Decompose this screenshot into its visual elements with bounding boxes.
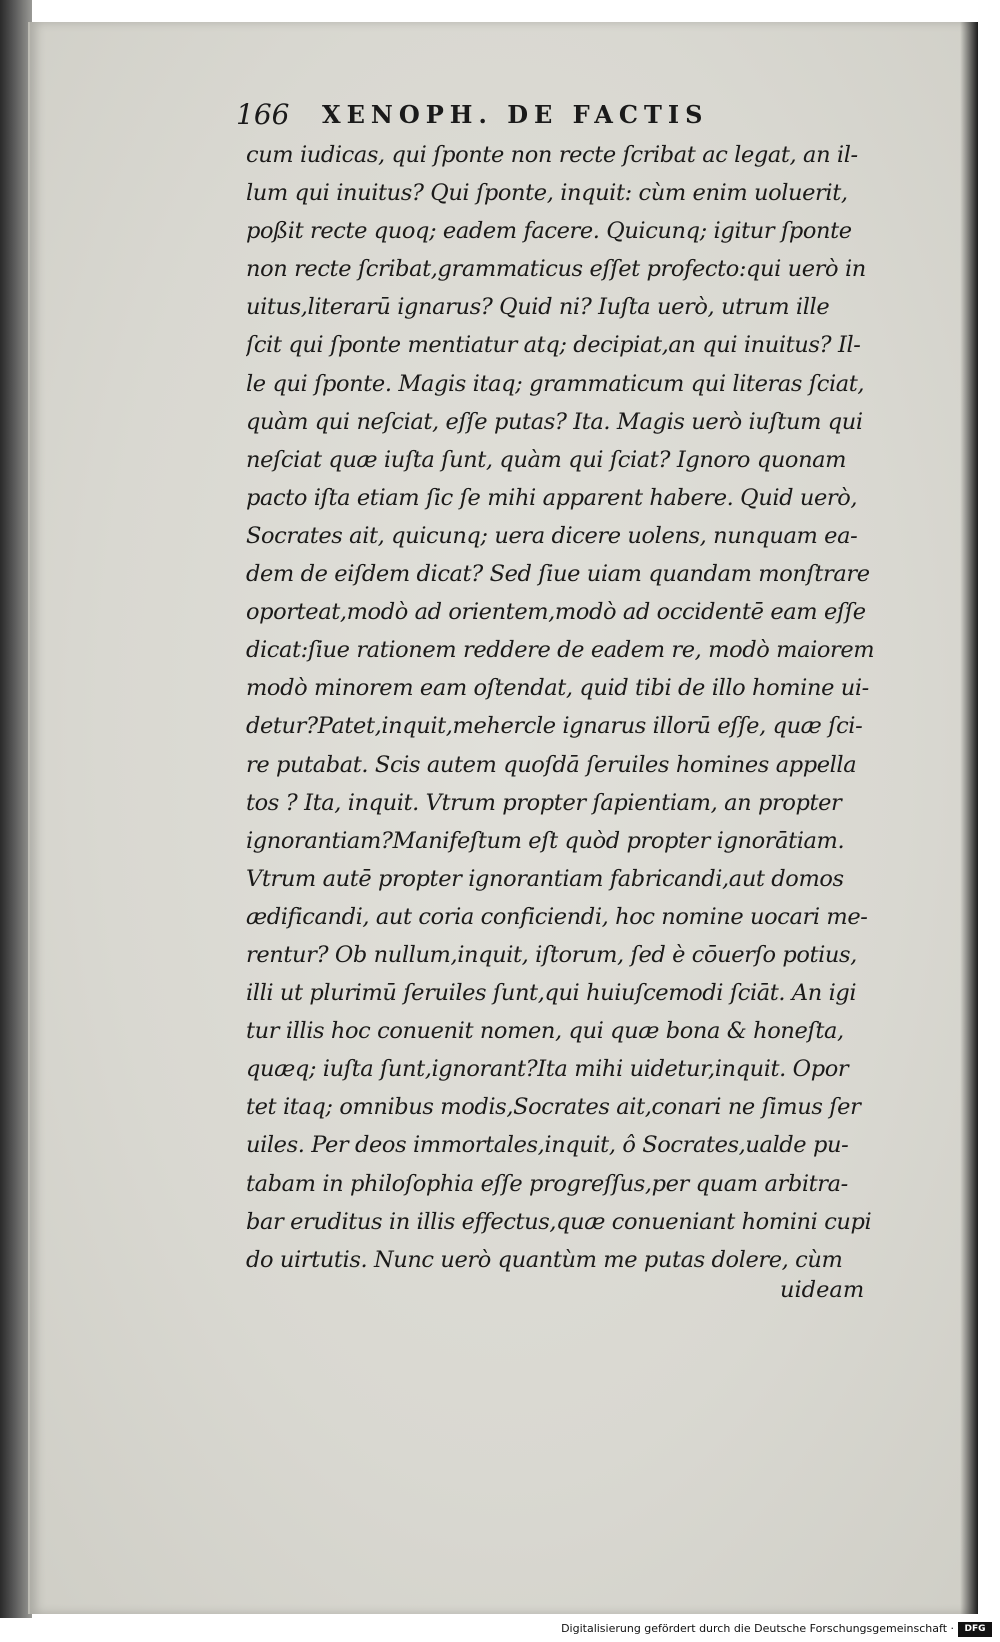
body-text xyxy=(246,136,896,1279)
text-line: tos ? Ita, inquit. Vtrum propter ſapientiam, an propter xyxy=(246,789,842,816)
text-line: tur illis hoc conuenit nomen, qui quæ bona & honeſta, xyxy=(246,1018,844,1045)
page-right-shadow xyxy=(960,22,978,1614)
text-line: ignorantiam?Manifeſtum eſt quòd propter ignorātiam. xyxy=(246,827,845,854)
text-line: rentur? Ob nullum,inquit, iſtorum, ſed è cōuerſo potius, xyxy=(246,941,857,968)
text-line: quàm qui neſciat, eſſe putas? Ita. Magis uerò iuſtum qui xyxy=(246,408,863,435)
text-line: re putabat. Scis autem quoſdā ſeruiles homines appella xyxy=(246,751,857,778)
text-line: Vtrum autē propter ignorantiam fabricandi,aut domos xyxy=(246,865,844,892)
text-line: bar eruditus in illis effectus,quæ conueniant homini cupi xyxy=(246,1208,872,1235)
text-line: ædificandi, aut coria conficiendi, hoc nomine uocari me- xyxy=(246,903,868,930)
text-line: tabam in philoſophia eſſe progreſſus,per quam arbitra- xyxy=(246,1170,848,1197)
text-line: quæq; iuſta ſunt,ignorant?Ita mihi uidetur,inquit. Opor xyxy=(246,1056,849,1083)
text-line: Socrates ait, quicunq; uera dicere uolens, nunquam ea- xyxy=(246,522,858,549)
text-line: pacto iſta etiam ſic ſe mihi apparent habere. Quid uerò, xyxy=(246,484,858,511)
text-line: dicat:ſiue rationem reddere de eadem re, modò maiorem xyxy=(246,637,875,664)
text-line: modò minorem eam oſtendat, quid tibi de illo homine ui- xyxy=(246,675,869,702)
dfg-logo: DFG xyxy=(958,1622,992,1637)
text-line: uitus,literarū ignarus? Quid ni? Iuſta uerò, utrum ille xyxy=(246,294,830,321)
text-line: do uirtutis. Nunc uerò quantùm me putas dolere, cùm xyxy=(246,1246,843,1273)
text-line: neſciat quæ iuſta ſunt, quàm qui ſciat? Ignoro quonam xyxy=(246,446,847,473)
page-number: 166 xyxy=(236,98,290,131)
text-line: oporteat,modò ad orientem,modò ad occidentē eam eſſe xyxy=(246,599,866,626)
text-line: ſcit qui ſponte mentiatur atq; decipiat,an qui inuitus? Il- xyxy=(246,332,861,359)
running-head: XENOPH. DE FACTIS xyxy=(322,100,709,129)
text-line: uiles. Per deos immortales,inquit, ô Socrates,ualde pu- xyxy=(246,1132,849,1159)
funding-credit: Digitalisierung gefördert durch die Deutsche Forschungsgemeinschaft · xyxy=(561,1622,954,1635)
text-line: cum iudicas, qui ſponte non recte ſcribat ac legat, an il- xyxy=(246,142,858,168)
text-line: dem de eiſdem dicat? Sed ſiue uiam quandam monſtrare xyxy=(246,561,870,588)
catchword: uideam xyxy=(780,1277,865,1303)
text-line: detur?Patet,inquit,mehercle ignarus illorū eſſe, quæ ſci- xyxy=(246,713,863,740)
text-line: le qui ſponte. Magis itaq; grammaticum qui literas ſciat, xyxy=(246,370,865,397)
text-line: illi ut plurimū ſeruiles ſunt,qui huiuſcemodi ſciāt. An igi xyxy=(246,980,857,1007)
text-line: poßit recte quoq; eadem facere. Quicunq; igitur ſponte xyxy=(246,218,852,245)
page-header xyxy=(236,98,796,138)
text-line: lum qui inuitus? Qui ſponte, inquit: cùm enim uoluerit, xyxy=(246,180,848,207)
text-line: non recte ſcribat,grammaticus eſſet profecto:qui uerò in xyxy=(246,256,866,283)
digitization-footer xyxy=(0,1618,1000,1642)
text-line: tet itaq; omnibus modis,Socrates ait,conari ne ſimus ſer xyxy=(246,1094,861,1121)
